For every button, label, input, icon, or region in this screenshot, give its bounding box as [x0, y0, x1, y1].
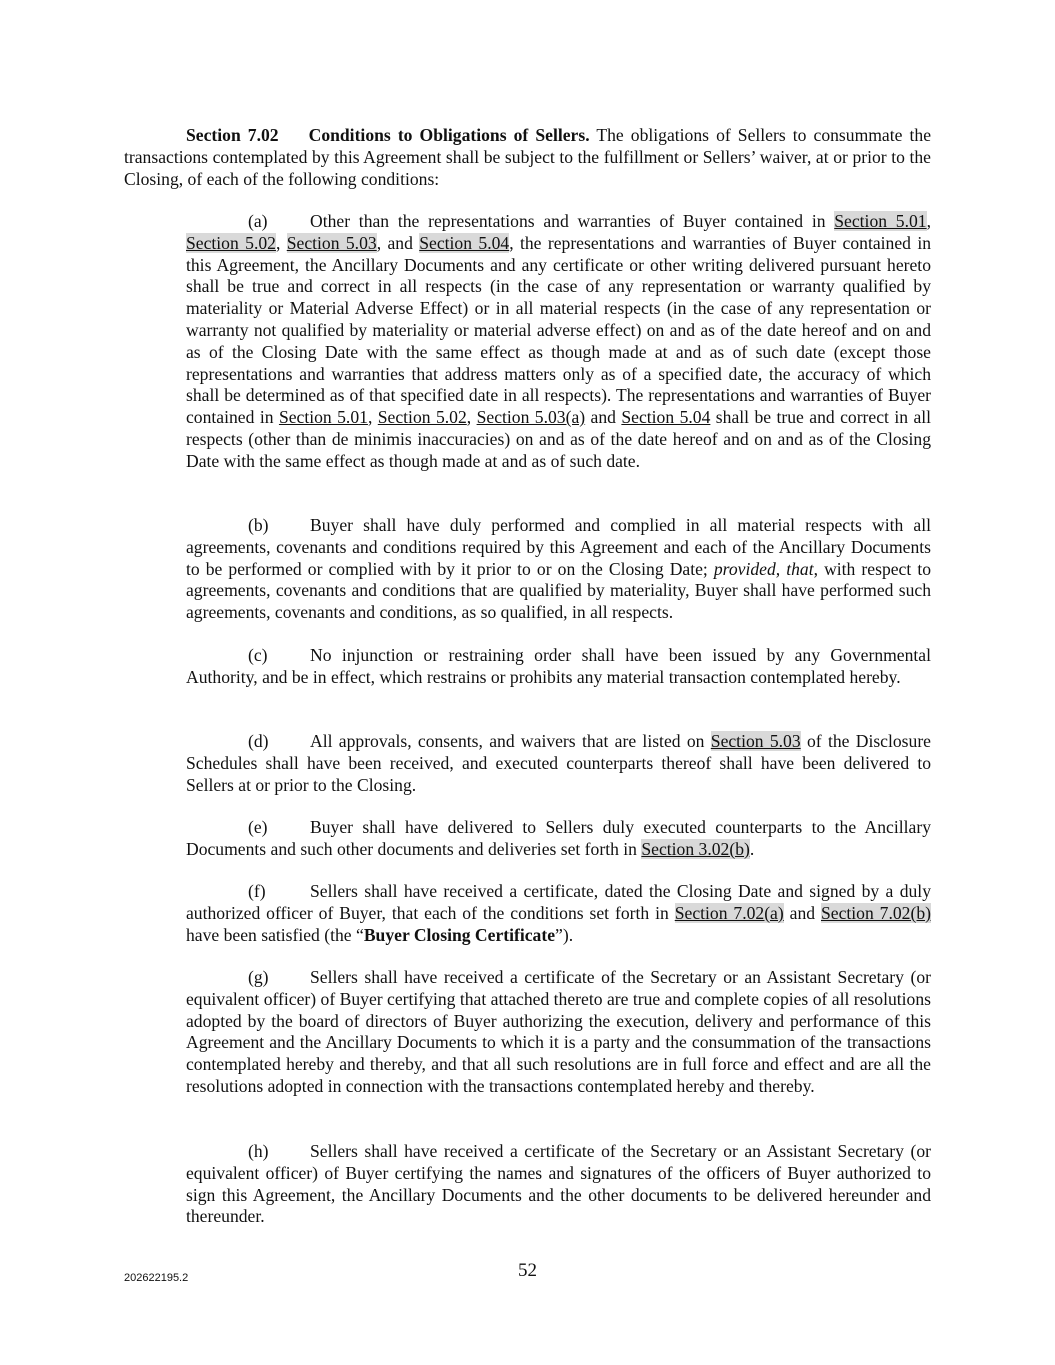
condition-c: (c) No injunction or restraining order shall have been issued by any Governmental Authority, and be in effect, which restrains or prohibits any material transaction contemplated hereby. [186, 645, 931, 687]
condition-label: (c) [248, 645, 268, 665]
condition-e: (e) Buyer shall have delivered to Sellers duly executed counterparts to the Ancillary Documents and such other documents and deliveries set forth in Section 3.02(b). [186, 817, 931, 859]
condition-label: (h) [248, 1141, 269, 1161]
section-link[interactable]: Section 5.01 [278, 407, 368, 428]
section-title: Conditions to Obligations of Sellers. [308, 125, 590, 145]
condition-d: (d) All approvals, consents, and waivers that are listed on Section 5.03 of the Disclosure Schedules shall have been received, and executed counterparts thereof shall have been delivered to Sellers at or prior to the Closing. [186, 731, 931, 795]
section-7-02-intro [124, 125, 931, 190]
condition-h: (h) Sellers shall have received a certificate of the Secretary or an Assistant Secretary (or equivalent officer) of Buyer certifying the names and signatures of the officers of Buyer authorized to sign this Agreement, the Ancillary Documents and the other documents to be delivered hereunder and thereunder. [186, 1141, 931, 1227]
condition-label: (d) [248, 731, 269, 751]
condition-label: (b) [248, 515, 269, 535]
section-link[interactable]: Section 7.02(b) [820, 902, 931, 923]
condition-label: (g) [248, 967, 269, 987]
section-link[interactable]: Section 5.03(a) [476, 407, 586, 428]
condition-label: (a) [248, 211, 268, 231]
section-link[interactable]: Section 7.02(a) [674, 902, 784, 923]
section-link[interactable]: Section 3.02(b) [641, 838, 750, 859]
section-link[interactable]: Section 5.02 [377, 407, 467, 428]
section-link[interactable]: Section 5.01 [834, 211, 927, 231]
proviso-text: provided, that [713, 558, 814, 579]
section-link[interactable]: Section 5.04 [621, 407, 711, 428]
condition-b: (b) Buyer shall have duly performed and complied in all material respects with all agreements, covenants and conditions required by this Agreement and each of the Ancillary Documents to be performed or complied with by it prior to or on the Closing Date; provided, that, with respect to agreements, covenants and conditions that are qualified by materiality, Buyer shall have performed such agreements, covenants and conditions, as so qualified, in all respects. [186, 515, 931, 623]
section-number: Section 7.02 [186, 125, 279, 145]
defined-term: Buyer Closing Certificate [363, 924, 556, 945]
section-intro-text: The obligations of Sellers to consummate the transactions contemplated by this Agreement shall be subject to the fulfillment or Sellers’ waiver, at or prior to the Closing, of each of the following conditions: [124, 125, 932, 189]
condition-g: (g) Sellers shall have received a certificate of the Secretary or an Assistant Secretary (or equivalent officer) of Buyer certifying that attached thereto are true and complete copies of all resolutions adopted by the board of directors of Buyer authorizing the execution, delivery and performance of this Agreement and the Ancillary Documents to which it is a party and the consummation of the transactions contemplated hereby and thereby, and that all such resolutions are in full force and effect and are all the resolutions adopted in connection with the transactions contemplated hereby and thereby. [186, 967, 931, 1096]
section-link[interactable]: Section 5.03 [286, 232, 377, 253]
section-link[interactable]: Section 5.03 [710, 731, 801, 751]
page-number: 52 [518, 1260, 537, 1281]
condition-f: (f) Sellers shall have received a certificate, dated the Closing Date and signed by a duly authorized officer of Buyer, that each of the conditions set forth in Section 7.02(a) and Section 7.02(b) have been satisfied (the “Buyer Closing Certificate”). [186, 881, 931, 945]
section-link[interactable]: Section 5.04 [419, 232, 510, 253]
condition-label: (e) [248, 817, 268, 837]
condition-a: (a) Other than the representations and warranties of Buyer contained in Section 5.01, Section 5.02, Section 5.03, and Section 5.04, the representations and warranties of Buyer contained in this Agreement, the Ancillary Documents and any certificate or other writing delivered pursuant hereto shall be true and correct in all respects (in the case of any representation or warranty qualified by materiality or Material Adverse Effect) or in all material respects (in the case of any representation or warranty not qualified by materiality or material adverse effect) on and as of the date hereof and on and as of the Closing Date with the same effect as though made at and as of such date (except those representations and warranties that address matters only as of a specified date, the accuracy of which shall be determined as of that specified date in all respects). The representations and warranties of Buyer contained in Section 5.01, Section 5.02, Section 5.03(a) and Section 5.04 shall be true and correct in all respects (other than de minimis inaccuracies) on and as of the date hereof and on and as of the Closing Date with the same effect as though made at and as of such date. [186, 211, 932, 471]
document-id: 202622195.2 [124, 1272, 189, 1284]
condition-label: (f) [248, 881, 266, 901]
section-link[interactable]: Section 5.02 [186, 232, 276, 253]
